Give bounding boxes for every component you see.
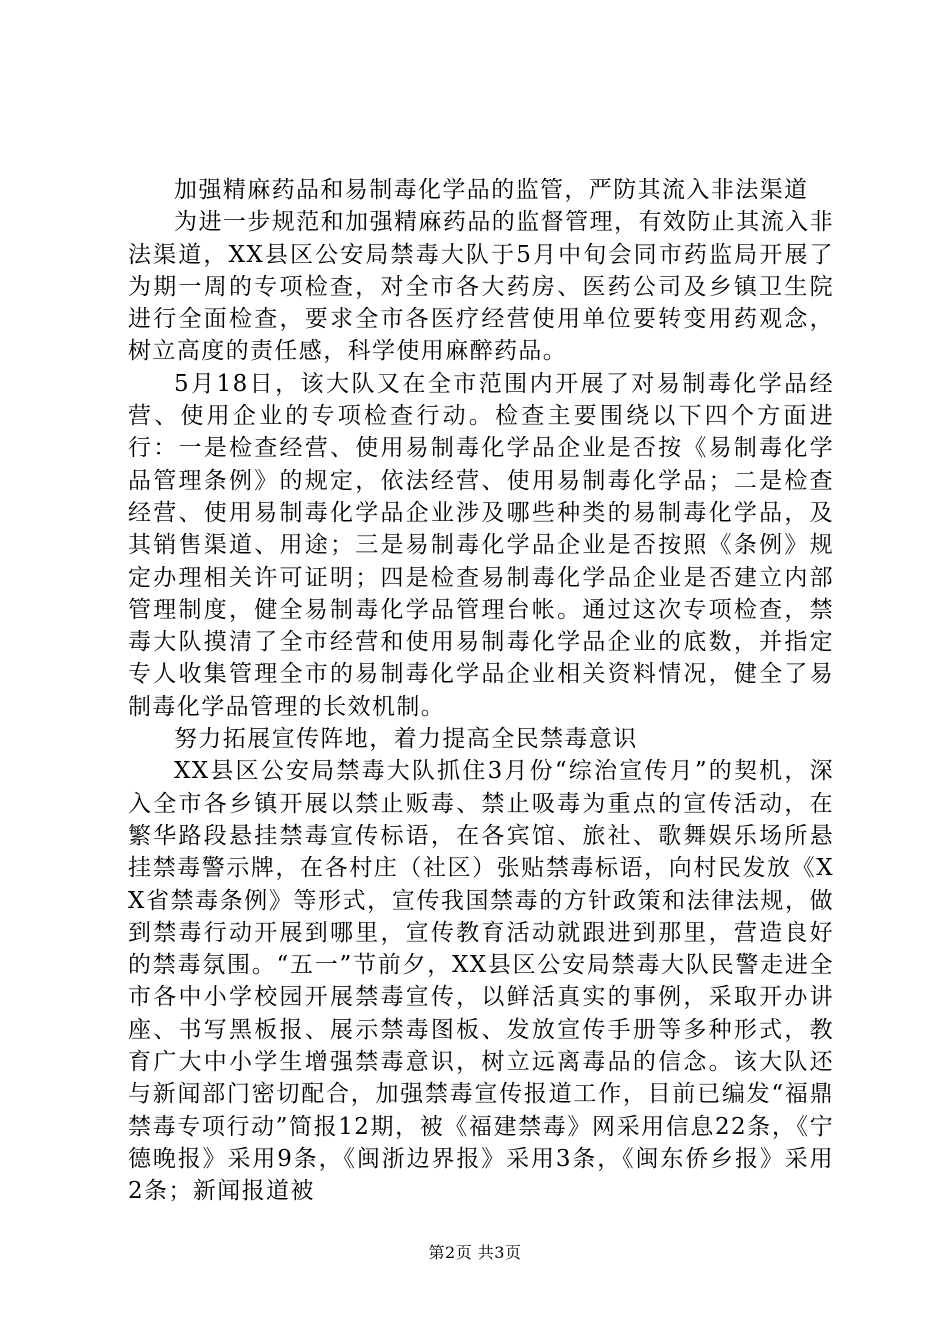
section-heading-publicity: 努力拓展宣传阵地，着力提高全民禁毒意识: [174, 726, 638, 753]
paragraph-publicity-activities: XX县区公安局禁毒大队抓住3月份“综治宣传月”的契机，深入全市各乡镇开展以禁止贩毒、禁止吸毒为重点的宣传活动，在繁华路段悬挂禁毒宣传标语，在各宾馆、旅社、歌舞娱乐场所悬挂禁毒警示牌，在各村庄（社区）张贴禁毒标语，向村民发放《XX省禁毒条例》等形式，宣传我国禁毒的方针政策和法律法规，做到禁毒行动开展到哪里，宣传教育活动就跟进到那里，营造良好的禁毒氛围。“五一”节前夕，XX县区公安局禁毒大队民警走进全市各中小学校园开展禁毒宣传，以鲜活真实的事例，采取开办讲座、书写黑板报、展示禁毒图板、发放宣传手册等多种形式，教育广大中小学生增强禁毒意识，树立远离毒品的信念。该大队还与新闻部门密切配合，加强禁毒宣传报道工作，目前已编发“福鼎禁毒专项行动”简报12期，被《福建禁毒》网采用信息22条，《宁德晚报》采用9条，《闽浙边界报》采用3条，《闽东侨乡报》采用2条；新闻报道被: [128, 758, 834, 1205]
paragraph-drug-inspection: 为进一步规范和加强精麻药品的监督管理，有效防止其流入非法渠道，XX县区公安局禁毒大队于5月中旬会同市药监局开展了为期一周的专项检查，对全市各大药房、医药公司及乡镇卫生院进行全面检查，要求全市各医疗经营使用单位要转变用药观念，树立高度的责任感，科学使用麻醉药品。: [128, 209, 834, 365]
paragraph-precursor-inspection: 5月18日，该大队又在全市范围内开展了对易制毒化学品经营、使用企业的专项检查行动。检查主要围绕以下四个方面进行：一是检查经营、使用易制毒化学品企业是否按《易制毒化学品管理条例》的规定，依法经营、使用易制毒化学品；二是检查经营、使用易制毒化学品企业涉及哪些种类的易制毒化学品，及其销售渠道、用途；三是易制毒化学品企业是否按照《条例》规定办理相关许可证明；四是检查易制毒化学品企业是否建立内部管理制度，健全易制毒化学品管理台帐。通过这次专项检查，禁毒大队摸清了全市经营和使用易制毒化学品企业的底数，并指定专人收集管理全市的易制毒化学品企业相关资料情况，健全了易制毒化学品管理的长效机制。: [128, 370, 834, 720]
document-body: [128, 174, 834, 1208]
section-heading-supervision: 加强精麻药品和易制毒化学品的监管，严防其流入非法渠道: [174, 177, 809, 203]
page-number-footer: 第2页 共3页: [428, 1243, 522, 1262]
